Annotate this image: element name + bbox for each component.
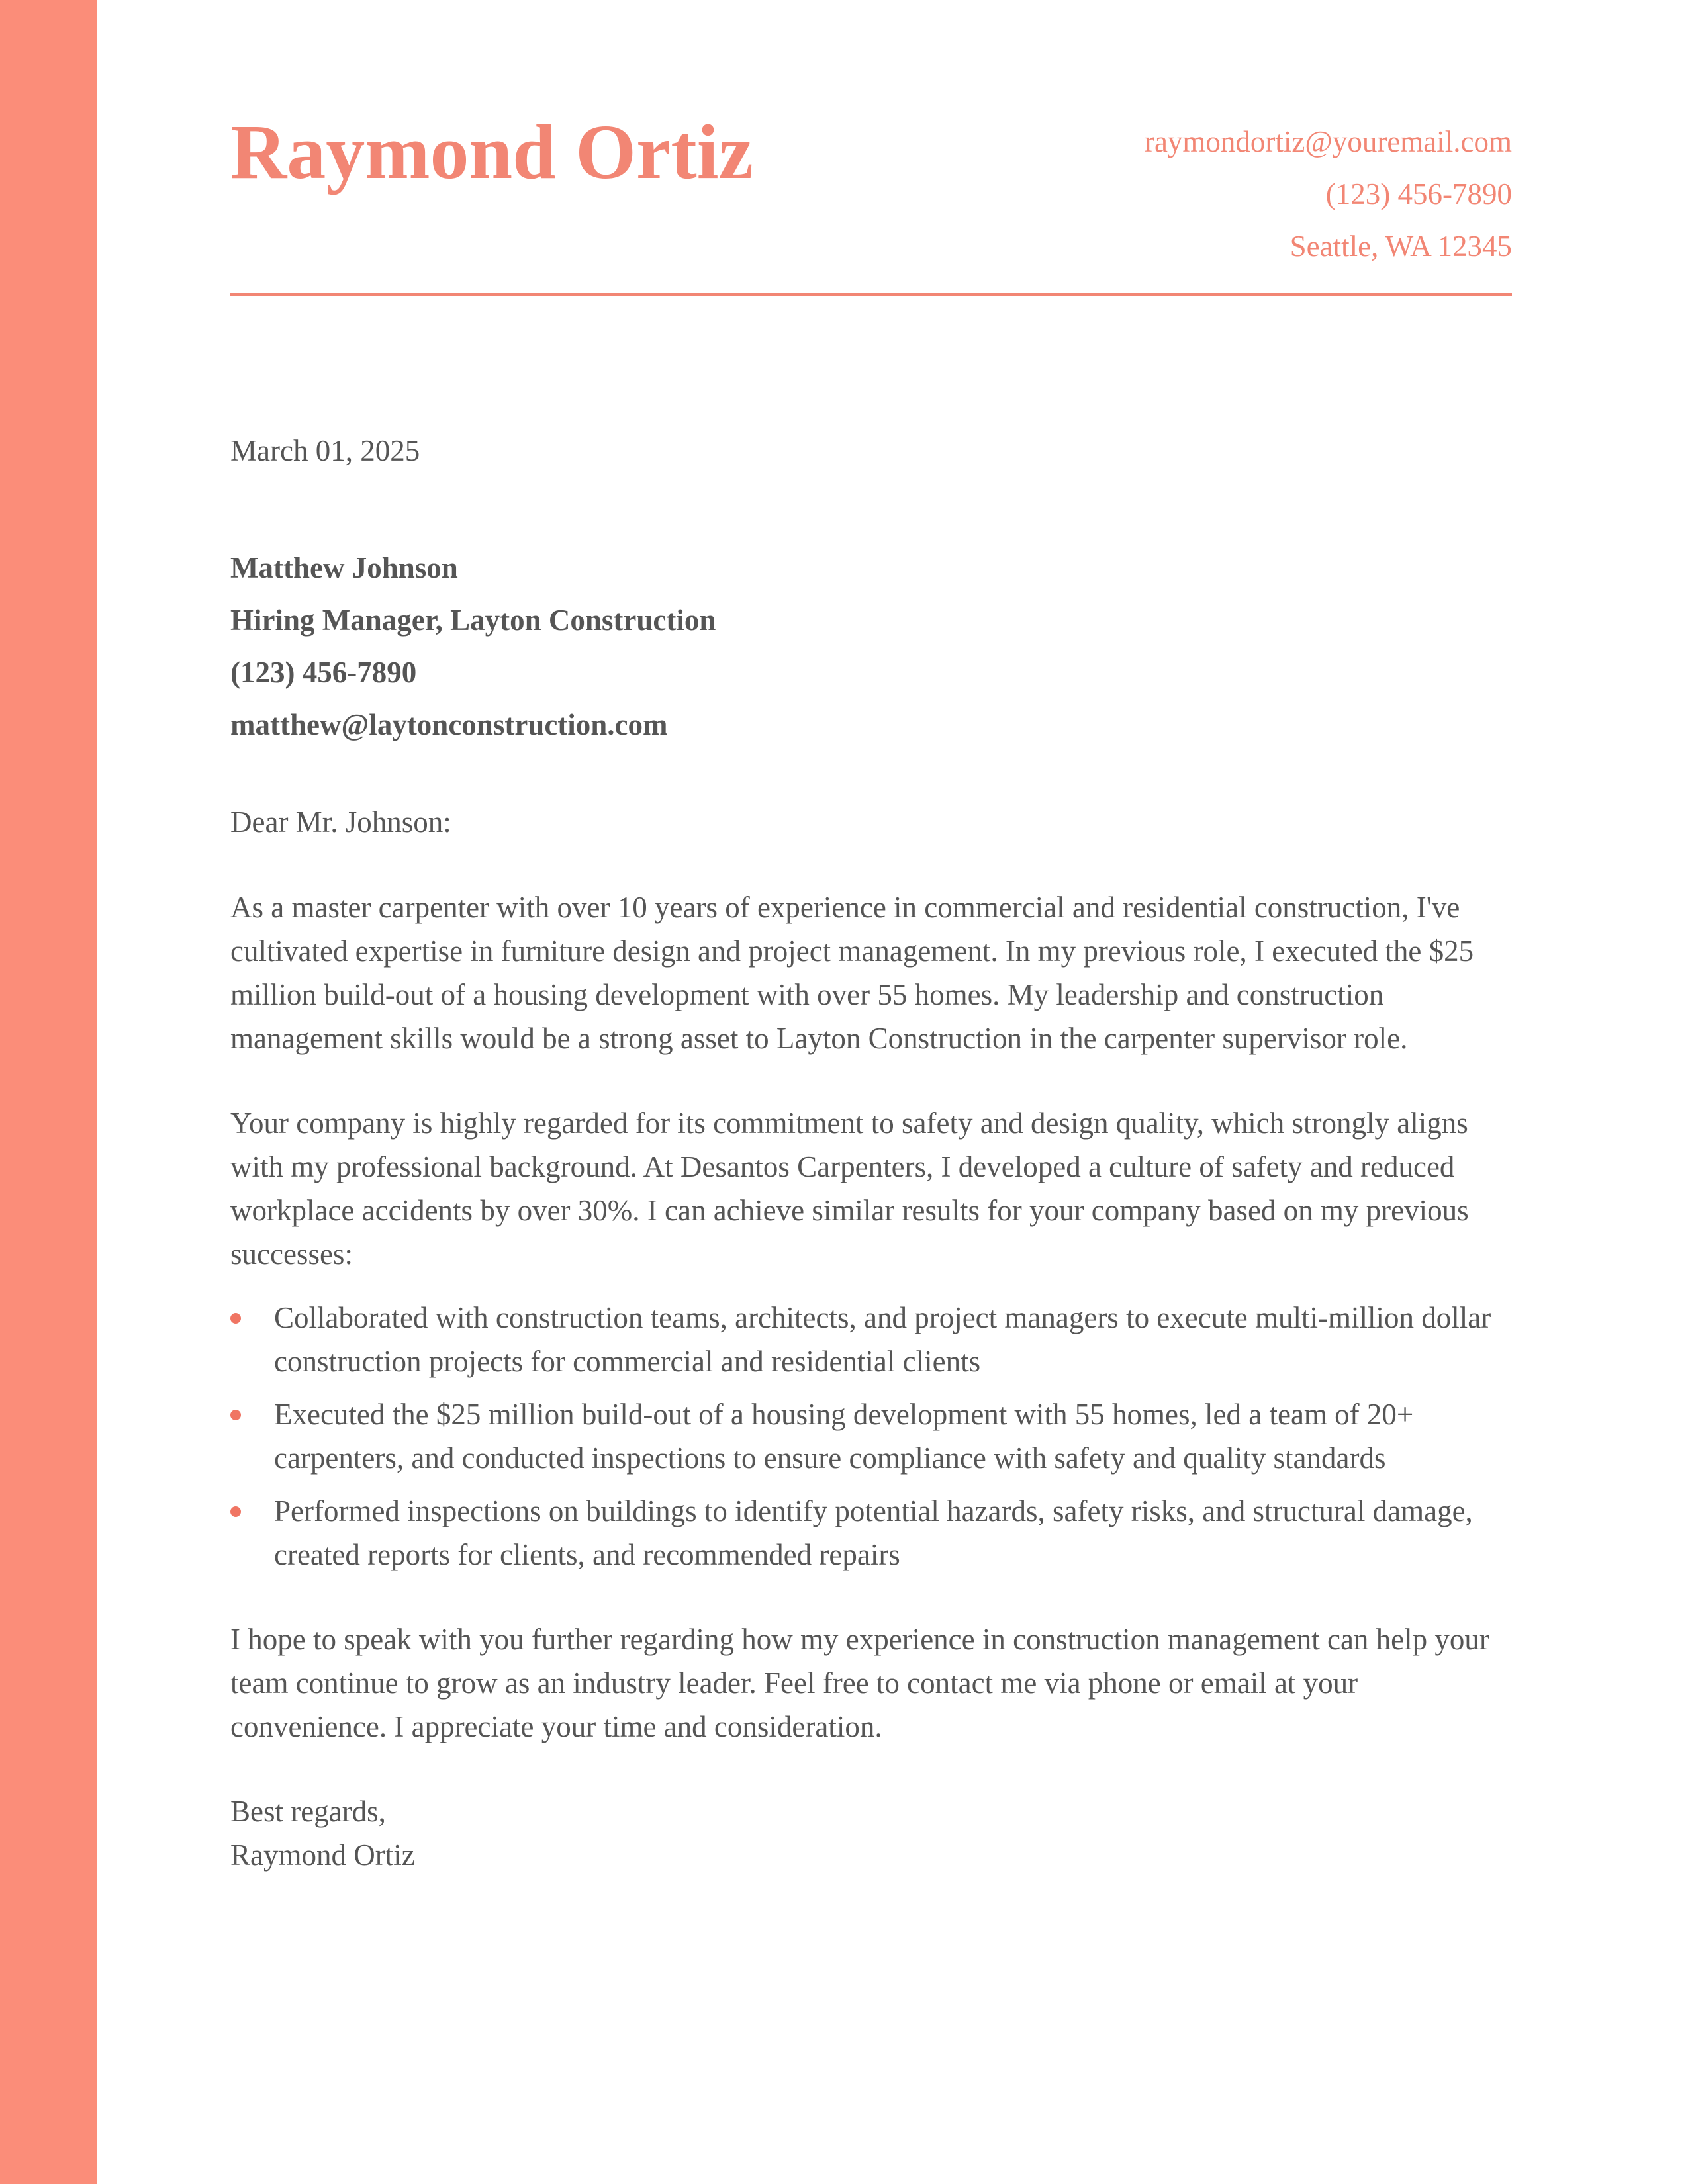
list-item-text: Collaborated with construction teams, architects, and project managers to execute multi-million dollar construction projects for commercial and residential clients: [274, 1301, 1491, 1378]
list-item: [230, 1489, 1512, 1576]
paragraph-intro: As a master carpenter with over 10 years of experience in commercial and residential construction, I've cultivated expertise in furniture design and project management. In my previous role, I executed the $25 million build-out of a housing development with over 55 homes. My leadership and construction management skills would be a strong asset to Layton Construction in the carpenter supervisor role.: [230, 891, 1474, 1055]
sender-contact: [1145, 116, 1512, 273]
salutation: Dear Mr. Johnson:: [230, 805, 451, 839]
recipient-name: Matthew Johnson: [230, 551, 458, 584]
closing-block: [230, 1790, 1512, 1877]
recipient-block: [230, 542, 1512, 751]
list-item-text: Performed inspections on buildings to identify potential hazards, safety risks, and structural damage, created reports for clients, and recommended repairs: [274, 1494, 1473, 1571]
letter-header: [230, 0, 1512, 295]
achievements-list: [230, 1296, 1512, 1576]
sender-name: Raymond Ortiz: [230, 109, 753, 195]
recipient-phone: (123) 456-7890: [230, 656, 417, 689]
signoff: Best regards,: [230, 1795, 386, 1828]
bullet-icon: [230, 1410, 241, 1420]
sender-phone: (123) 456-7890: [1325, 177, 1512, 210]
list-item: [230, 1392, 1512, 1480]
list-item-text: Executed the $25 million build-out of a housing development with 55 homes, led a team of 20+ carpenters, and conducted inspections to ensure compliance with safety and quality standards: [274, 1398, 1414, 1475]
bullet-icon: [230, 1506, 241, 1517]
sender-email: raymondortiz@youremail.com: [1144, 125, 1512, 158]
recipient-email: matthew@laytonconstruction.com: [230, 708, 668, 741]
letter-body: [230, 429, 1512, 1877]
letter-date: March 01, 2025: [230, 434, 420, 467]
sender-location: Seattle, WA 12345: [1289, 230, 1512, 263]
bullet-icon: [230, 1313, 241, 1324]
paragraph-company: Your company is highly regarded for its commitment to safety and design quality, which strongly aligns with my professional background. At Desantos Carpenters, I developed a culture of safety and reduced workplace accidents by over 30%. I can achieve similar results for your company based on my previous successes:: [230, 1107, 1469, 1271]
list-item: [230, 1296, 1512, 1383]
header-divider: [230, 293, 1512, 296]
recipient-title: Hiring Manager, Layton Construction: [230, 604, 716, 637]
paragraph-closing: I hope to speak with you further regarding how my experience in construction management can help your team continue to grow as an industry leader. Feel free to contact me via phone or email at your convenience. I appreciate your time and consideration.: [230, 1623, 1489, 1743]
accent-sidebar: [0, 0, 97, 2184]
signature: Raymond Ortiz: [230, 1839, 415, 1872]
